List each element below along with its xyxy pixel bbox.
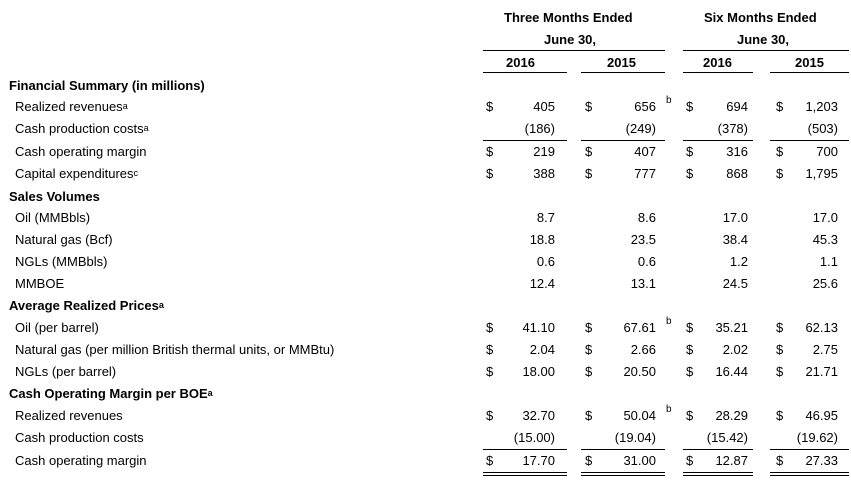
row-label	[15, 232, 113, 247]
currency-symbol: $	[686, 408, 694, 423]
currency-symbol: $	[585, 453, 593, 468]
value-cell: 388	[533, 166, 555, 181]
header-six-months-date: June 30,	[737, 32, 790, 47]
row-label	[15, 408, 123, 423]
value-cell: 24.5	[722, 276, 748, 291]
currency-symbol: $	[776, 144, 784, 159]
value-cell: (249)	[625, 121, 656, 136]
footnote-marker: c	[133, 168, 139, 178]
value-cell: 27.33	[805, 453, 838, 468]
subtotal-rule	[581, 140, 665, 141]
value-cell: 1,795	[805, 166, 838, 181]
label-text: Natural gas (per million British thermal units, or MMBtu)	[15, 342, 335, 357]
value-cell: 13.1	[630, 276, 656, 291]
label-text: Sales Volumes	[9, 189, 100, 204]
currency-symbol: $	[686, 453, 694, 468]
currency-symbol: $	[686, 144, 694, 159]
value-cell: (503)	[807, 121, 838, 136]
header-rule-three-months	[483, 50, 665, 51]
value-cell: (15.42)	[706, 430, 748, 445]
value-cell: 0.6	[536, 254, 555, 269]
value-cell: 31.00	[623, 453, 656, 468]
year-rule-1	[483, 72, 567, 73]
header-three-months-date: June 30,	[544, 32, 597, 47]
value-cell: 67.61	[623, 320, 656, 335]
currency-symbol: $	[585, 99, 593, 114]
row-label	[15, 121, 149, 136]
value-cell: 777	[634, 166, 656, 181]
section-heading	[9, 78, 205, 93]
currency-symbol: $	[776, 166, 784, 181]
year-rule-4	[770, 72, 849, 73]
currency-symbol: $	[585, 342, 593, 357]
label-text: Realized revenues	[15, 408, 123, 423]
currency-symbol: $	[585, 144, 593, 159]
year-rule-2	[581, 72, 665, 73]
label-text: Average Realized Prices	[9, 298, 159, 313]
total-double-rule	[581, 475, 665, 476]
currency-symbol: $	[686, 320, 694, 335]
label-text: NGLs (MMBbls)	[15, 254, 108, 269]
currency-symbol: $	[486, 99, 494, 114]
value-cell: 28.29	[715, 408, 748, 423]
label-text: NGLs (per barrel)	[15, 364, 117, 379]
year-header-6m-2016: 2016	[703, 55, 732, 70]
year-header-6m-2015: 2015	[795, 55, 824, 70]
label-text: Financial Summary (in millions)	[9, 78, 205, 93]
label-text: Realized revenues	[15, 99, 123, 114]
label-text: Oil (MMBbls)	[15, 210, 91, 225]
subtotal-rule	[770, 140, 849, 141]
label-text: Oil (per barrel)	[15, 320, 99, 335]
subtotal-rule	[483, 140, 567, 141]
section-heading	[9, 189, 100, 204]
currency-symbol: $	[686, 364, 694, 379]
footnote-marker: a	[158, 300, 164, 310]
label-text: Capital expenditures	[15, 166, 134, 181]
label-text: Cash operating margin	[15, 453, 147, 468]
row-label	[15, 166, 138, 181]
row-label	[15, 320, 99, 335]
subtotal-rule	[683, 140, 753, 141]
label-text: Natural gas (Bcf)	[15, 232, 113, 247]
currency-symbol: $	[686, 166, 694, 181]
currency-symbol: $	[686, 342, 694, 357]
footnote-marker: b	[666, 316, 672, 327]
currency-symbol: $	[486, 166, 494, 181]
value-cell: (15.00)	[513, 430, 555, 445]
year-header-3m-2016: 2016	[506, 55, 535, 70]
header-six-months: Six Months Ended	[704, 10, 817, 25]
currency-symbol: $	[776, 453, 784, 468]
total-double-rule	[770, 475, 849, 476]
value-cell: 405	[533, 99, 555, 114]
value-cell: (186)	[524, 121, 555, 136]
currency-symbol: $	[585, 364, 593, 379]
value-cell: 8.6	[637, 210, 656, 225]
value-cell: 18.8	[529, 232, 555, 247]
value-cell: 700	[816, 144, 838, 159]
value-cell: 25.6	[812, 276, 838, 291]
value-cell: 18.00	[522, 364, 555, 379]
total-double-rule	[683, 472, 753, 473]
footnote-marker: a	[122, 101, 128, 111]
section-heading	[9, 298, 164, 313]
footnote-marker: a	[143, 123, 149, 133]
footnote-marker: a	[207, 388, 213, 398]
row-label	[15, 144, 147, 159]
value-cell: 17.70	[522, 453, 555, 468]
year-header-3m-2015: 2015	[607, 55, 636, 70]
row-label	[15, 99, 128, 114]
value-cell: 407	[634, 144, 656, 159]
value-cell: 38.4	[722, 232, 748, 247]
subtotal-rule	[683, 449, 753, 450]
row-label	[15, 342, 334, 357]
value-cell: (19.62)	[796, 430, 838, 445]
label-text: Cash production costs	[15, 121, 144, 136]
label-text: MMBOE	[15, 276, 65, 291]
value-cell: 2.75	[812, 342, 838, 357]
row-label	[15, 276, 64, 291]
footnote-marker: b	[666, 404, 672, 415]
value-cell: 1.1	[819, 254, 838, 269]
total-double-rule	[581, 472, 665, 473]
row-label	[15, 364, 116, 379]
currency-symbol: $	[776, 364, 784, 379]
value-cell: 62.13	[805, 320, 838, 335]
value-cell: 35.21	[715, 320, 748, 335]
value-cell: 219	[533, 144, 555, 159]
value-cell: 21.71	[805, 364, 838, 379]
total-double-rule	[683, 475, 753, 476]
value-cell: 0.6	[637, 254, 656, 269]
value-cell: 316	[726, 144, 748, 159]
currency-symbol: $	[486, 342, 494, 357]
header-three-months: Three Months Ended	[504, 10, 633, 25]
value-cell: 45.3	[812, 232, 838, 247]
footnote-marker: b	[666, 95, 672, 106]
value-cell: 8.7	[536, 210, 555, 225]
value-cell: 50.04	[623, 408, 656, 423]
value-cell: 2.02	[722, 342, 748, 357]
value-cell: 32.70	[522, 408, 555, 423]
currency-symbol: $	[486, 364, 494, 379]
value-cell: 656	[634, 99, 656, 114]
subtotal-rule	[483, 449, 567, 450]
currency-symbol: $	[776, 342, 784, 357]
value-cell: 1,203	[805, 99, 838, 114]
row-label	[15, 430, 144, 445]
currency-symbol: $	[585, 320, 593, 335]
subtotal-rule	[770, 449, 849, 450]
currency-symbol: $	[776, 408, 784, 423]
year-rule-3	[683, 72, 753, 73]
currency-symbol: $	[585, 166, 593, 181]
total-double-rule	[770, 472, 849, 473]
total-double-rule	[483, 472, 567, 473]
value-cell: 12.87	[715, 453, 748, 468]
value-cell: 16.44	[715, 364, 748, 379]
value-cell: 12.4	[529, 276, 555, 291]
value-cell: 20.50	[623, 364, 656, 379]
value-cell: (378)	[717, 121, 748, 136]
value-cell: (19.04)	[614, 430, 656, 445]
currency-symbol: $	[486, 408, 494, 423]
currency-symbol: $	[585, 408, 593, 423]
value-cell: 46.95	[805, 408, 838, 423]
row-label	[15, 254, 107, 269]
section-heading	[9, 386, 213, 401]
total-double-rule	[483, 475, 567, 476]
currency-symbol: $	[776, 99, 784, 114]
value-cell: 2.66	[630, 342, 656, 357]
value-cell: 17.0	[812, 210, 838, 225]
currency-symbol: $	[486, 144, 494, 159]
row-label	[15, 210, 90, 225]
header-rule-six-months	[683, 50, 849, 51]
label-text: Cash production costs	[15, 430, 144, 445]
currency-symbol: $	[776, 320, 784, 335]
row-label	[15, 453, 147, 468]
label-text: Cash Operating Margin per BOE	[9, 386, 208, 401]
subtotal-rule	[581, 449, 665, 450]
value-cell: 1.2	[729, 254, 748, 269]
value-cell: 694	[726, 99, 748, 114]
value-cell: 2.04	[529, 342, 555, 357]
value-cell: 23.5	[630, 232, 656, 247]
currency-symbol: $	[486, 320, 494, 335]
value-cell: 17.0	[722, 210, 748, 225]
currency-symbol: $	[686, 99, 694, 114]
value-cell: 868	[726, 166, 748, 181]
currency-symbol: $	[486, 453, 494, 468]
value-cell: 41.10	[522, 320, 555, 335]
label-text: Cash operating margin	[15, 144, 147, 159]
